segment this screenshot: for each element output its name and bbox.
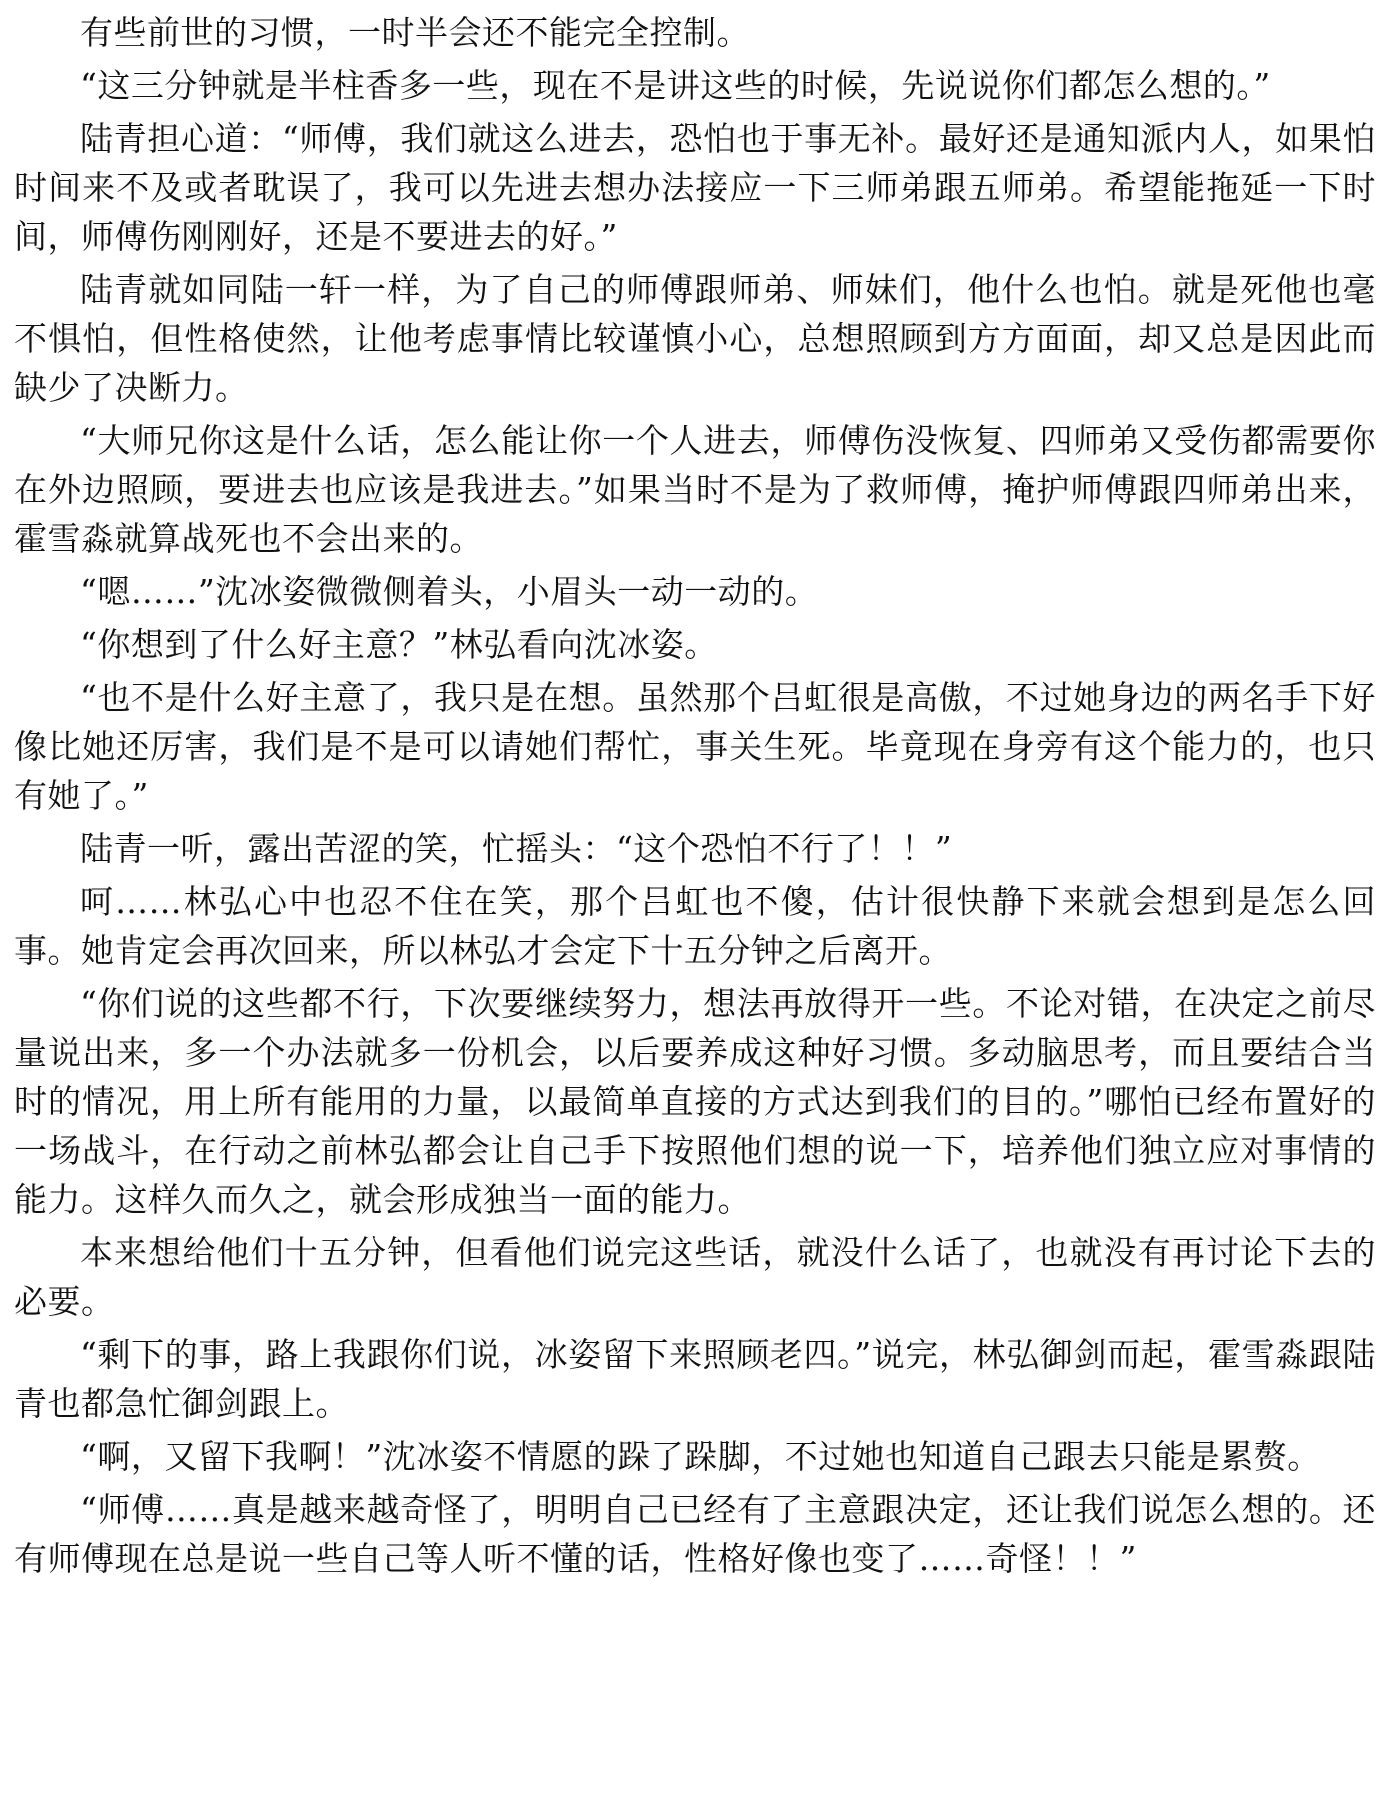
- paragraph: 陆青担心道：“师傅，我们就这么进去，恐怕也于事无补。最好还是通知派内人，如果怕时间来不及或者耽误了，我可以先进去想办法接应一下三师弟跟五师弟。希望能拖延一下时间，师傅伤刚刚好，还是不要进去的好。”: [14, 119, 1376, 256]
- paragraph: “嗯……”沈冰姿微微侧着头，小眉头一动一动的。: [80, 572, 819, 611]
- paragraph: “大师兄你这是什么话，怎么能让你一个人进去，师傅伤没恢复、四师弟又受伤都需要你在外边照顾，要进去也应该是我进去。”如果当时不是为了救师傅，掩护师傅跟四师弟出来，霍雪淼就算战死也不会出来的。: [14, 421, 1376, 558]
- paragraph: 陆青就如同陆一轩一样，为了自己的师傅跟师弟、师妹们，他什么也怕。就是死他也毫不惧怕，但性格使然，让他考虑事情比较谨慎小心，总想照顾到方方面面，却又总是因此而缺少了决断力。: [14, 270, 1376, 407]
- paragraph: “也不是什么好主意了，我只是在想。虽然那个吕虹很是高傲，不过她身边的两名手下好像比她还厉害，我们是不是可以请她们帮忙，事关生死。毕竟现在身旁有这个能力的，也只有她了。”: [14, 678, 1376, 815]
- document-page: [14, 8, 1376, 1583]
- paragraph: “你们说的这些都不行，下次要继续努力，想法再放得开一些。不论对错，在决定之前尽量说出来，多一个办法就多一份机会，以后要养成这种好习惯。多动脑思考，而且要结合当时的情况，用上所有能用的力量，以最简单直接的方式达到我们的目的。”哪怕已经布置好的一场战斗，在行动之前林弘都会让自己手下按照他们想的说一下，培养他们独立应对事情的能力。这样久而久之，就会形成独当一面的能力。: [14, 984, 1376, 1219]
- paragraph: 呵……林弘心中也忍不住在笑，那个吕虹也不傻，估计很快静下来就会想到是怎么回事。她肯定会再次回来，所以林弘才会定下十五分钟之后离开。: [14, 882, 1376, 970]
- paragraph: “这三分钟就是半柱香多一些，现在不是讲这些的时候，先说说你们都怎么想的。”: [80, 66, 1271, 105]
- paragraph: “剩下的事，路上我跟你们说，冰姿留下来照顾老四。”说完，林弘御剑而起，霍雪淼跟陆青也都急忙御剑跟上。: [14, 1335, 1376, 1423]
- paragraph: 本来想给他们十五分钟，但看他们说完这些话，就没什么话了，也就没有再讨论下去的必要。: [14, 1233, 1376, 1321]
- paragraph: “你想到了什么好主意？”林弘看向沈冰姿。: [80, 625, 718, 664]
- paragraph: “师傅……真是越来越奇怪了，明明自己已经有了主意跟决定，还让我们说怎么想的。还有师傅现在总是说一些自己等人听不懂的话，性格好像也变了……奇怪！！”: [14, 1490, 1376, 1578]
- paragraph: 陆青一听，露出苦涩的笑，忙摇头：“这个恐怕不行了！！”: [80, 829, 953, 868]
- paragraph: 有些前世的习惯，一时半会还不能完全控制。: [80, 13, 750, 52]
- paragraph: “啊，又留下我啊！”沈冰姿不情愿的跺了跺脚，不过她也知道自己跟去只能是累赘。: [80, 1437, 1321, 1476]
